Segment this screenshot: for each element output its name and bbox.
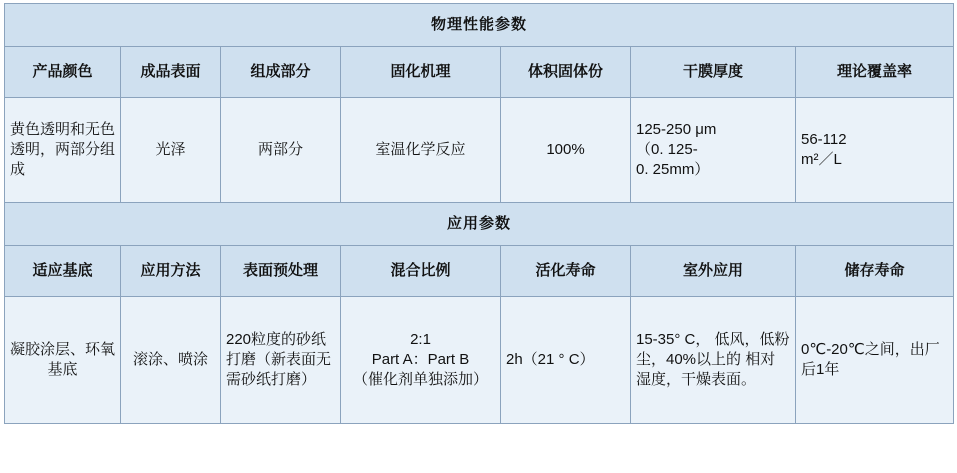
ratio-line-1: 2:1 [410, 330, 431, 348]
header-theoretical-coverage: 理论覆盖率 [796, 47, 954, 98]
thickness-line-2: （0. 125- [636, 140, 698, 158]
header-finish-surface: 成品表面 [121, 47, 221, 98]
value-volume-solids: 100% [501, 98, 631, 203]
header-mixing-ratio: 混合比例 [341, 246, 501, 297]
header-surface-pretreatment: 表面预处理 [221, 246, 341, 297]
section-title-row-application [5, 203, 954, 246]
header-row-physical [5, 47, 954, 98]
header-product-color: 产品颜色 [5, 47, 121, 98]
value-cure-mechanism: 室温化学反应 [341, 98, 501, 203]
specification-table [4, 3, 954, 424]
coverage-line-1: 56-112 [801, 130, 847, 148]
value-finish-surface: 光泽 [121, 98, 221, 203]
header-shelf-life: 储存寿命 [796, 246, 954, 297]
section-title-physical: 物理性能参数 [5, 4, 954, 47]
header-row-application [5, 246, 954, 297]
header-substrate: 适应基底 [5, 246, 121, 297]
thickness-line-3: 0. 25mm） [636, 161, 710, 179]
header-outdoor-application: 室外应用 [631, 246, 796, 297]
thickness-line-1: 125-250 μm [636, 120, 717, 138]
header-composition: 组成部分 [221, 47, 341, 98]
value-dry-film-thickness [631, 98, 796, 203]
value-shelf-life: 0℃-20℃之间，出厂后1年 [796, 297, 954, 424]
ratio-line-3: （催化剂单独添加） [352, 371, 488, 389]
header-application-method: 应用方法 [121, 246, 221, 297]
header-cure-mechanism: 固化机理 [341, 47, 501, 98]
coverage-line-2: m²／L [801, 151, 842, 168]
value-mixing-ratio [341, 297, 501, 424]
header-dry-film-thickness: 干膜厚度 [631, 47, 796, 98]
section-title-application: 应用参数 [5, 203, 954, 246]
value-product-color: 黄色透明和无色透明，两部分组成 [5, 98, 121, 203]
ratio-line-2: Part A：Part B [371, 350, 470, 368]
value-application-method: 滚涂、喷涂 [121, 297, 221, 424]
value-surface-pretreatment: 220粒度的砂纸打磨（新表面无需砂纸打磨） [221, 297, 341, 424]
value-theoretical-coverage [796, 98, 954, 203]
data-row-application [5, 297, 954, 424]
section-title-row-physical [5, 4, 954, 47]
header-pot-life: 活化寿命 [501, 246, 631, 297]
value-substrate: 凝胶涂层、环氧基底 [5, 297, 121, 424]
value-outdoor-application: 15-35° C， 低风，低粉尘，40%以上的 相对湿度，干燥表面。 [631, 297, 796, 424]
header-volume-solids: 体积固体份 [501, 47, 631, 98]
value-composition: 两部分 [221, 98, 341, 203]
value-pot-life: 2h（21 ° C） [501, 297, 631, 424]
data-row-physical [5, 98, 954, 203]
